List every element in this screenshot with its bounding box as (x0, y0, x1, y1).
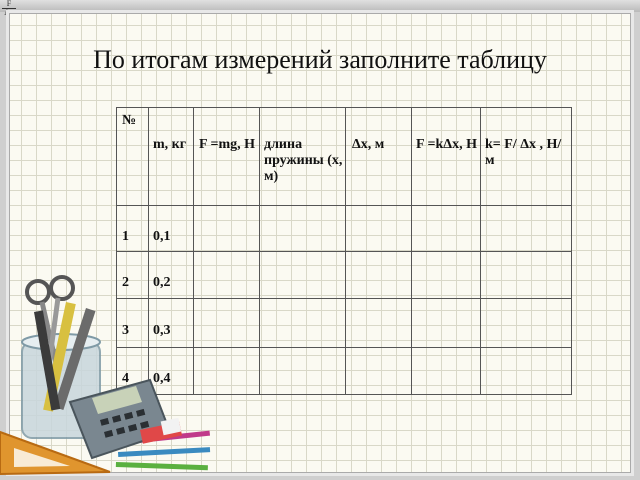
table-row-3-number: 3 (122, 323, 129, 338)
header-spring-length: длина пружины (х, м) (264, 137, 343, 184)
stationery-illustration (0, 262, 220, 480)
table-row-2-mass: 0,2 (153, 275, 171, 290)
header-coefficient-k: k= F/ Δх , Н/м (485, 137, 562, 168)
header-mass: m, кг (153, 137, 187, 152)
table-row-2-number: 2 (122, 275, 129, 290)
header-force-kdx: F =kΔх, Н (416, 137, 477, 152)
slide-title: По итогам измерений заполните таблицу (93, 45, 547, 74)
table-row-4-number: 4 (122, 371, 129, 386)
table-row-4-mass: 0,4 (153, 371, 171, 386)
header-delta-x: Δх, м (352, 137, 385, 152)
header-force-mg: F =mg, Н (199, 137, 256, 152)
header-number: № (122, 113, 137, 128)
table-row-1-number: 1 (122, 229, 129, 244)
table-row-3-mass: 0,3 (153, 323, 171, 338)
table-row-1-mass: 0,1 (153, 229, 171, 244)
corner-formula-top: F (2, 0, 16, 9)
